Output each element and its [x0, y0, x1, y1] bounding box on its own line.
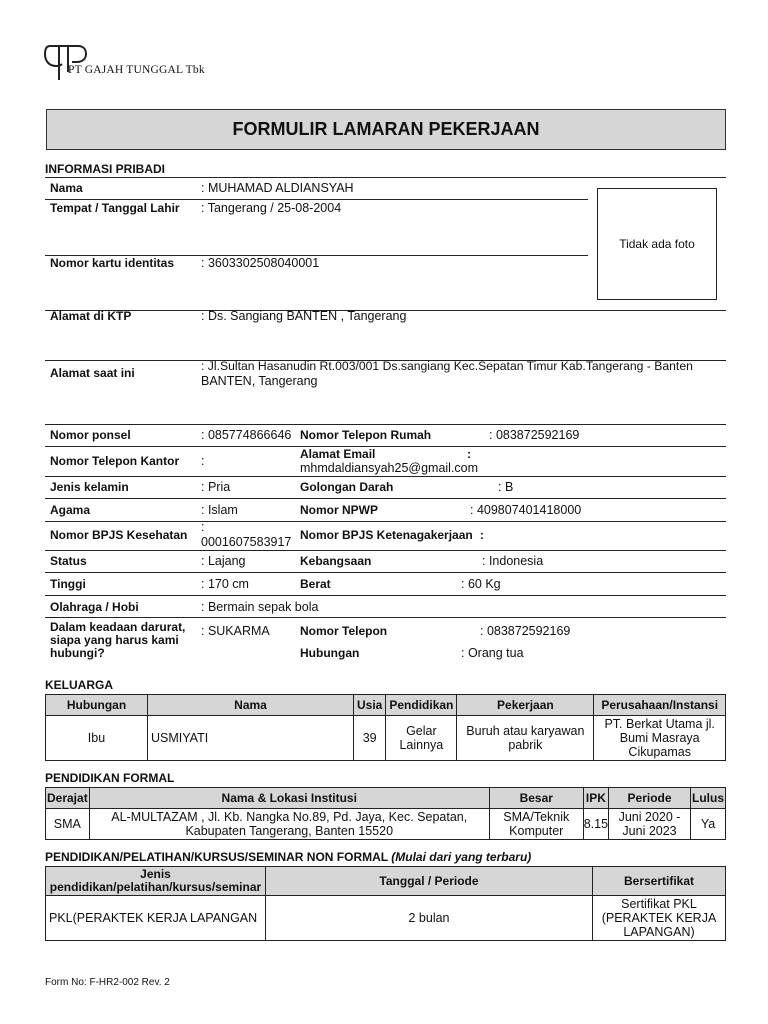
bpjs-kes-value: 0001607583917 — [201, 535, 292, 549]
form-number: Form No: F-HR2-002 Rev. 2 — [45, 977, 170, 988]
table-cell: Juni 2020 - Juni 2023 — [609, 809, 691, 840]
table-cell: AL-MULTAZAM , Jl. Kb. Nangka No.89, Pd. Jaya, Kec. Sepatan, Kabupaten Tangerang, Banten 15520 — [89, 809, 489, 840]
email-label: Alamat Email — [300, 447, 376, 461]
family-table — [45, 694, 726, 761]
agama-value: : Islam — [201, 503, 238, 517]
telp-rumah-label: Nomor Telepon Rumah — [300, 428, 432, 442]
darurat-label-line3: hubungi? — [50, 646, 105, 660]
table-cell: PT. Berkat Utama jl. Bumi Masraya Cikupamas — [594, 716, 726, 761]
column-header: Periode — [609, 788, 691, 809]
table-header-row — [46, 867, 726, 896]
hobi-label: Olahraga / Hobi — [50, 600, 139, 614]
darah-label: Golongan Darah — [300, 480, 394, 494]
darah-value: : B — [498, 480, 514, 494]
company-name: PT GAJAH TUNGGAL Tbk — [68, 64, 205, 76]
table-cell: 39 — [354, 716, 386, 761]
section-education-title: PENDIDIKAN FORMAL — [45, 771, 175, 785]
column-header: Derajat — [46, 788, 90, 809]
section-nonformal-label: PENDIDIKAN/PELATIHAN/KURSUS/SEMINAR NON FORMAL — [45, 850, 388, 864]
table-header-row — [46, 695, 726, 716]
column-header: IPK — [583, 788, 608, 809]
section-personal-title: INFORMASI PRIBADI — [45, 162, 165, 176]
npwp-label: Nomor NPWP — [300, 503, 378, 517]
column-header: Perusahaan/Instansi — [594, 695, 726, 716]
email-value: mhmdaldiansyah25@gmail.com — [300, 461, 479, 475]
column-header: Usia — [354, 695, 386, 716]
divider — [45, 424, 726, 425]
bpjs-tk-value: : — [480, 528, 484, 542]
kebangsaan-value: : Indonesia — [482, 554, 544, 568]
nonformal-table — [45, 866, 726, 941]
ponsel-label: Nomor ponsel — [50, 428, 131, 442]
darurat-label — [50, 621, 185, 660]
photo-text: Tidak ada foto — [619, 237, 695, 251]
table-header-row — [46, 788, 726, 809]
form-title: FORMULIR LAMARAN PEKERJAAN — [46, 109, 726, 150]
alamat-ini-label: Alamat saat ini — [50, 366, 135, 380]
table-cell: 2 bulan — [266, 896, 593, 941]
divider — [45, 476, 726, 477]
column-header: Jenis pendidikan/pelatihan/kursus/seminar — [46, 867, 266, 896]
divider — [45, 572, 726, 573]
kelamin-value: : Pria — [201, 480, 231, 494]
darurat-value: : SUKARMA — [201, 624, 270, 638]
table-cell: SMA — [46, 809, 90, 840]
photo-placeholder — [597, 188, 717, 300]
ponsel-value: : 085774866646 — [201, 428, 292, 442]
table-cell: Sertifikat PKL (PERAKTEK KERJA LAPANGAN) — [593, 896, 726, 941]
divider — [45, 617, 726, 618]
table-cell: USMIYATI — [148, 716, 354, 761]
divider — [45, 498, 726, 499]
table-row — [46, 716, 726, 761]
table-cell: Gelar Lainnya — [386, 716, 457, 761]
telp-kantor-label: Nomor Telepon Kantor — [50, 454, 180, 468]
table-cell: Ibu — [46, 716, 148, 761]
npwp-value: : 409807401418000 — [470, 503, 582, 517]
column-header: Pendidikan — [386, 695, 457, 716]
section-nonformal-title — [45, 850, 531, 864]
ktp-label: Nomor kartu identitas — [50, 256, 175, 270]
table-cell: PKL(PERAKTEK KERJA LAPANGAN — [46, 896, 266, 941]
alamat-ini-value: : Jl.Sultan Hasanudin Rt.003/001 Ds.sangiang Kec.Sepatan Timur Kab.Tangerang - Banten — [201, 359, 693, 373]
darurat-label-line2: siapa yang harus kami — [50, 633, 179, 647]
table-cell: Buruh atau karyawan pabrik — [457, 716, 594, 761]
alamat-ktp-label: Alamat di KTP — [50, 309, 132, 323]
alamat-ktp-value: : Ds. Sangiang BANTEN , Tangerang — [201, 309, 407, 323]
ttl-label: Tempat / Tanggal Lahir — [50, 201, 180, 215]
hubungan-label: Hubungan — [300, 646, 360, 660]
divider — [45, 177, 726, 178]
nama-label: Nama — [50, 181, 83, 195]
ttl-value: : Tangerang / 25-08-2004 — [201, 201, 342, 215]
table-cell: Ya — [691, 809, 726, 840]
darurat-telp-label: Nomor Telepon — [300, 624, 388, 638]
divider — [45, 521, 726, 522]
tinggi-label: Tinggi — [50, 577, 86, 591]
column-header: Besar — [489, 788, 583, 809]
bpjs-kes-colon: : — [201, 520, 205, 534]
section-family-title: KELUARGA — [45, 678, 113, 692]
education-table — [45, 787, 726, 840]
hubungan-value: : Orang tua — [461, 646, 524, 660]
divider — [45, 446, 726, 447]
kelamin-label: Jenis kelamin — [50, 480, 129, 494]
berat-value: : 60 Kg — [461, 577, 501, 591]
telp-rumah-value: : 083872592169 — [489, 428, 580, 442]
table-cell: 8.15 — [583, 809, 608, 840]
column-header: Lulus — [691, 788, 726, 809]
kebangsaan-label: Kebangsaan — [300, 554, 372, 568]
column-header: Tanggal / Periode — [266, 867, 593, 896]
tinggi-value: : 170 cm — [201, 577, 249, 591]
table-row — [46, 809, 726, 840]
divider — [45, 199, 588, 200]
table-row — [46, 896, 726, 941]
email-colon: : — [467, 447, 471, 461]
column-header: Nama — [148, 695, 354, 716]
column-header: Bersertifikat — [593, 867, 726, 896]
section-nonformal-note: (Mulai dari yang terbaru) — [391, 850, 532, 864]
alamat-ini-value-line2: BANTEN, Tangerang — [201, 374, 318, 388]
column-header: Pekerjaan — [457, 695, 594, 716]
bpjs-tk-label: Nomor BPJS Ketenagakerjaan — [300, 528, 473, 542]
column-header: Hubungan — [46, 695, 148, 716]
darurat-label-line1: Dalam keadaan darurat, — [50, 620, 186, 634]
ktp-value: : 3603302508040001 — [201, 256, 320, 270]
column-header: Nama & Lokasi Institusi — [89, 788, 489, 809]
nama-value: : MUHAMAD ALDIANSYAH — [201, 181, 354, 195]
darurat-telp-value: : 083872592169 — [480, 624, 571, 638]
status-value: : Lajang — [201, 554, 246, 568]
bpjs-kes-label: Nomor BPJS Kesehatan — [50, 528, 188, 542]
divider — [45, 550, 726, 551]
hobi-value: : Bermain sepak bola — [201, 600, 319, 614]
telp-kantor-value: : — [201, 454, 205, 468]
divider — [45, 595, 726, 596]
agama-label: Agama — [50, 503, 91, 517]
status-label: Status — [50, 554, 87, 568]
table-cell: SMA/Teknik Komputer — [489, 809, 583, 840]
berat-label: Berat — [300, 577, 331, 591]
